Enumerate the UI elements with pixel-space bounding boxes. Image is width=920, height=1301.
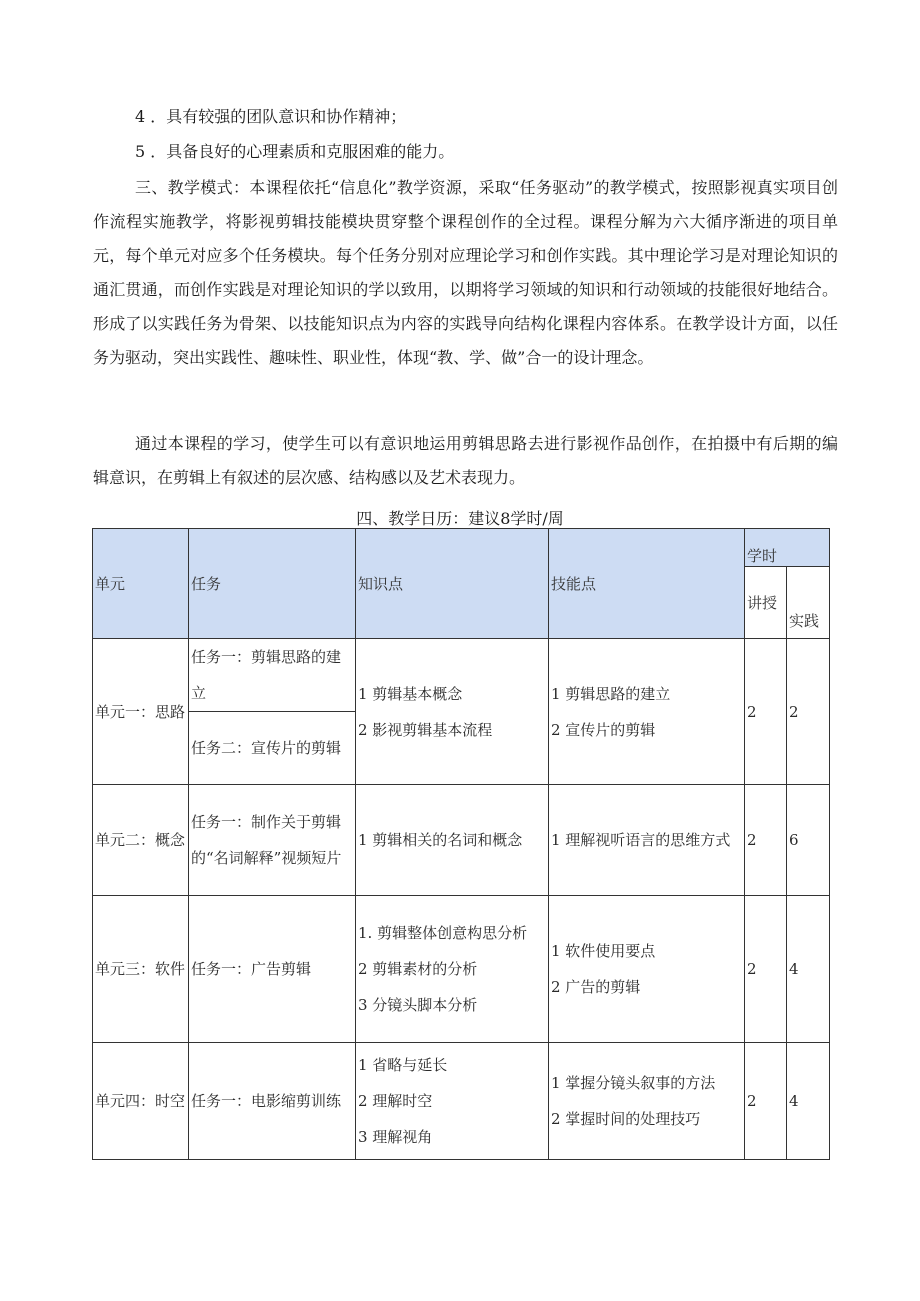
ability-item-5: 5 ．具备良好的心理素质和克服困难的能力。	[135, 142, 455, 161]
skill-cell: 1 理解视听语言的思维方式	[549, 785, 745, 896]
teaching-mode-paragraph: 三、教学模式：本课程依托“信息化”教学资源，采取“任务驱动”的教学模式，按照影视真实项目创作流程实施教学，将影视剪辑技能模块贯穿整个课程创作的全过程。课程分解为六大循序渐进的项目单元，每个单元对应多个任务模块。每个任务分别对应理论学习和创作实践。其中理论学习是对理论知识的通汇贯通，而创作实践是对理论知识的学以致用，以期将学习领域的知识和行动领域的技能很好地结合。形成了以实践任务为骨架、以技能知识点为内容的实践导向结构化课程内容体系。在教学设计方面，以任务为驱动，突出实践性、趣味性、职业性，体现“教、学、做”合一的设计理念。	[93, 178, 838, 367]
unit-cell: 单元三：软件	[93, 896, 189, 1043]
knowledge-cell: 1 省略与延长 2 理解时空 3 理解视角	[356, 1043, 549, 1160]
practice-hours-cell: 2	[787, 639, 830, 785]
knowledge-cell: 1 剪辑相关的名词和概念	[356, 785, 549, 896]
task-entry: 任务一：剪辑思路的建立	[191, 648, 342, 702]
header-task: 任务	[189, 529, 356, 639]
header-lecture: 讲授	[745, 567, 787, 639]
practice-hours-cell: 6	[787, 785, 830, 896]
lecture-hours-cell: 2	[745, 896, 787, 1043]
table-row	[93, 896, 830, 1043]
header-knowledge: 知识点	[356, 529, 549, 639]
skill-cell: 1 剪辑思路的建立 2 宣传片的剪辑	[549, 639, 745, 785]
header-hours: 学时	[745, 529, 830, 567]
course-goal-paragraph: 通过本课程的学习，使学生可以有意识地运用剪辑思路去进行影视作品创作，在拍摄中有后期的编辑意识，在剪辑上有叙述的层次感、结构感以及艺术表现力。	[93, 434, 838, 487]
unit-cell: 单元二：概念	[93, 785, 189, 896]
knowledge-cell: 1. 剪辑整体创意构思分析 2 剪辑素材的分析 3 分镜头脚本分析	[356, 896, 549, 1043]
unit-cell: 单元四：时空	[93, 1043, 189, 1160]
table-row	[93, 785, 830, 896]
knowledge-cell: 1 剪辑基本概念 2 影视剪辑基本流程	[356, 639, 549, 785]
task-entry: 任务二：宣传片的剪辑	[189, 711, 355, 784]
table-row	[93, 639, 830, 785]
calendar-caption: 四、教学日历：建议8学时/周	[356, 509, 564, 528]
table-row	[93, 1043, 830, 1160]
practice-hours-cell: 4	[787, 896, 830, 1043]
task-cell: 任务一：制作关于剪辑的“名词解释”视频短片	[189, 785, 356, 896]
skill-cell: 1 掌握分镜头叙事的方法 2 掌握时间的处理技巧	[549, 1043, 745, 1160]
lecture-hours-cell: 2	[745, 1043, 787, 1160]
task-cell: 任务一：广告剪辑	[189, 896, 356, 1043]
teaching-calendar-table	[92, 528, 830, 1160]
header-unit: 单元	[93, 529, 189, 639]
unit-cell: 单元一：思路	[93, 639, 189, 785]
task-cell: 任务一：电影缩剪训练	[189, 1043, 356, 1160]
practice-hours-cell: 4	[787, 1043, 830, 1160]
header-practice: 实践	[787, 567, 830, 639]
lecture-hours-cell: 2	[745, 639, 787, 785]
lecture-hours-cell: 2	[745, 785, 787, 896]
header-skill: 技能点	[549, 529, 745, 639]
task-cell	[189, 639, 356, 785]
ability-item-4: 4 ．具有较强的团队意识和协作精神；	[135, 107, 407, 126]
skill-cell: 1 软件使用要点 2 广告的剪辑	[549, 896, 745, 1043]
